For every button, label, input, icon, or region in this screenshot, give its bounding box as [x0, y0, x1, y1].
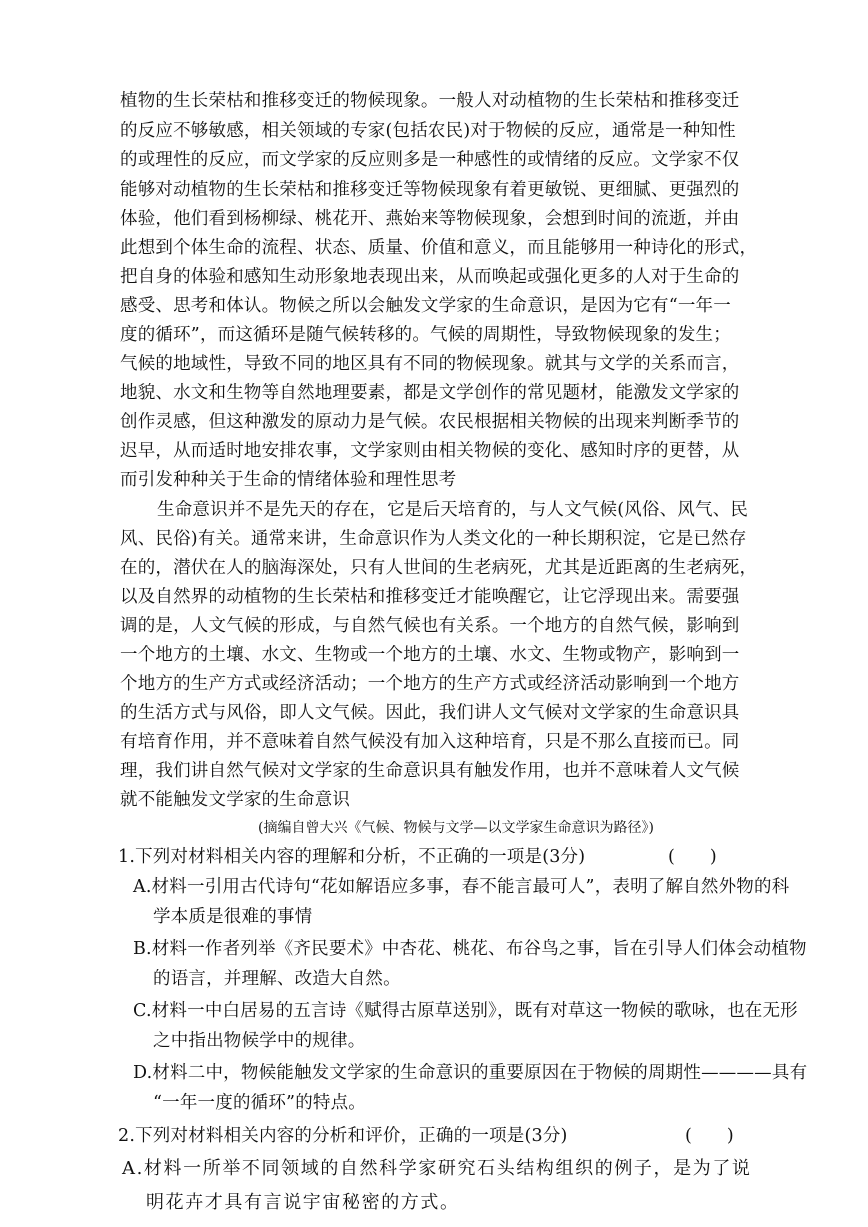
passage-1-line: 的反应不够敏感，相关领域的专家(包括农民)对于物候的反应，通常是一种知性 [120, 121, 736, 141]
passage-1-line: 而引发种种关于生命的情绪体验和理性思考 [120, 470, 457, 490]
passage-2-line: 的生活方式与风俗，即人文气候。因此，我们讲人文气候对文学家的生命意识具 [120, 703, 740, 723]
passage-1-line: 此想到个体生命的流程、状态、质量、价值和意义，而且能够用一种诗化的形式， [120, 238, 758, 258]
passage-1-line: 体验，他们看到杨柳绿、桃花开、燕始来等物候现象，会想到时间的流逝，并由 [120, 209, 740, 229]
passage-2-line: 风、民俗)有关。通常来讲，生命意识作为人类文化的一种长期积淀，它是已然存 [120, 529, 747, 549]
passage-1-line: 的或理性的反应，而文学家的反应则多是一种感性的或情绪的反应。文学家不仅 [120, 150, 740, 170]
passage-2-line: 理，我们讲自然气候对文学家的生命意识具有触发作用，也并不意味着人文气候 [120, 761, 740, 781]
passage-2-line: 就不能触发文学家的生命意识 [120, 790, 351, 810]
passage-2-line: 以及自然界的动植物的生长荣枯和推移变迁才能唤醒它，让它浮现出来。需要强 [120, 587, 740, 607]
passage-1-line: 气候的地域性，导致不同的地区具有不同的物候现象。就其与文学的关系而言， [120, 354, 740, 374]
passage-1-line: 迟早，从而适时地安排农事，文学家则由相关物候的变化、感知时序的更替，从 [120, 441, 740, 461]
option-b: B.材料一作者列举《齐民要术》中杏花、桃花、布谷鸟之事，旨在引导人们体会动植物 [133, 939, 807, 959]
passage-1-line: 把自身的体验和感知生动形象地表现出来，从而唤起或强化更多的人对于生命的 [120, 267, 740, 287]
passage-1-line: 创作灵感，但这种激发的原动力是气候。农民根据相关物候的出现来判断季节的 [120, 412, 740, 432]
passage-1-line: 感受、思考和体认。物候之所以会触发文学家的生命意识，是因为它有“一年一 [120, 296, 731, 316]
question-stem: 1.下列对材料相关内容的理解和分析，不正确的一项是(3分) [118, 847, 586, 867]
answer-bracket: ( ) [668, 847, 717, 867]
passage-1-line: 地貌、水文和生物等自然地理要素，都是文学创作的常见题材，能激发文学家的 [120, 383, 740, 403]
question-stem: 2.下列对材料相关内容的分析和评价，正确的一项是(3分) [118, 1126, 568, 1146]
passage-2-line: 个地方的生产方式或经济活动；一个地方的生产方式或经济活动影响到一个地方 [120, 674, 740, 694]
passage-2-line: 一个地方的土壤、水文、生物或一个地方的土壤、水文、生物或物产，影响到一 [120, 645, 740, 665]
option-d: D.材料二中，物候能触发文学家的生命意识的重要原因在于物候的周期性————具有 [133, 1063, 808, 1083]
option-b-continued: 的语言，并理解、改造大自然。 [153, 969, 401, 989]
passage-1-line: 能够对动植物的生长荣枯和推移变迁等物候现象有着更敏锐、更细腻、更强烈的 [120, 180, 740, 200]
option-a: A.材料一所举不同领域的自然科学家研究石头结构组织的例子，是为了说 [122, 1158, 752, 1179]
option-c: C.材料一中白居易的五言诗《赋得古原草送别》，既有对草这一物候的歌咏，也在无形 [133, 1001, 798, 1021]
option-d-continued: “一年一度的循环”的特点。 [153, 1093, 366, 1113]
source-citation: (摘编自曾大兴《气候、物候与文学—以文学家生命意识为路径》) [258, 820, 654, 836]
passage-2-line: 生命意识并不是先天的存在，它是后天培育的，与人文气候(风俗、风气、民 [157, 500, 749, 520]
answer-bracket: ( ) [685, 1126, 734, 1146]
option-a-continued: 明花卉才具有言说宇宙秘密的方式。 [146, 1192, 460, 1213]
passage-2-line: 有培育作用，并不意味着自然气候没有加入这种培育，只是不那么直接而已。同 [120, 732, 740, 752]
passage-1-line: 植物的生长荣枯和推移变迁的物候现象。一般人对动植物的生长荣枯和推移变迁 [120, 91, 740, 111]
passage-2-line: 在的，潜伏在人的脑海深处，只有人世间的生老病死，尤其是近距离的生老病死， [120, 558, 758, 578]
passage-2-line: 调的是，人文气候的形成，与自然气候也有关系。一个地方的自然气候，影响到 [120, 616, 740, 636]
option-a: A.材料一引用古代诗句“花如解语应多事，春不能言最可人”，表明了解自然外物的科 [133, 877, 790, 897]
option-a-continued: 学本质是很难的事情 [153, 907, 313, 927]
option-c-continued: 之中指出物候学中的规律。 [153, 1031, 366, 1051]
passage-1-line: 度的循环”，而这循环是随气候转移的。气候的周期性，导致物候现象的发生； [120, 325, 731, 345]
